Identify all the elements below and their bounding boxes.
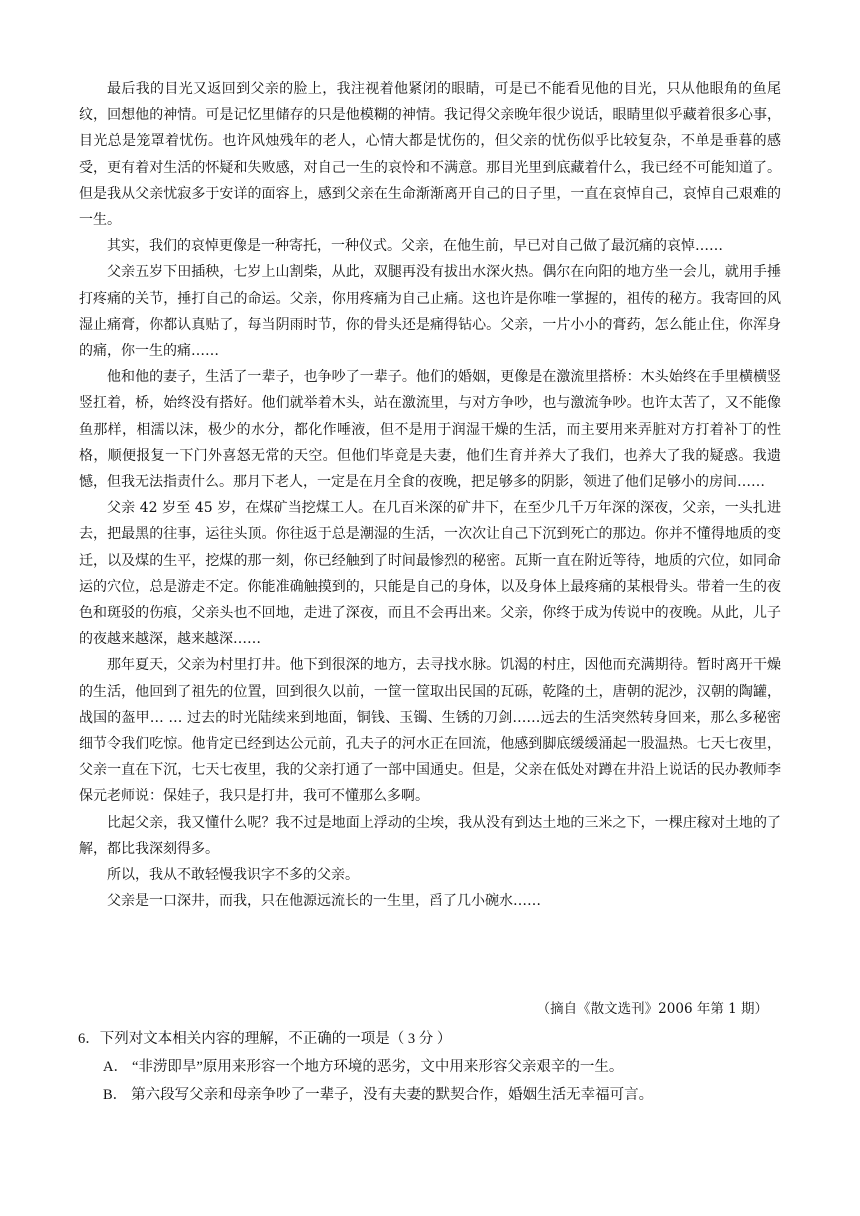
option-label: B． xyxy=(103,1087,128,1103)
essay-paragraph: 所以，我从不敢轻慢我识字不多的父亲。 xyxy=(107,867,359,884)
essay-paragraph: 他和他的妻子，生活了一辈子，也争吵了一辈子。他们的婚姻，更像是在激流里搭桥：木头始终在手里横横竖竖扛着，桥，始终没有搭好。他们就举着木头，站在激流里，与对方争吵，也与激流争吵。也许太苦了，又不能像鱼那样，相濡以沫，极少的水分，都化作唾液，但不是用于润湿干燥的生活，而主要用来弄脏对方打着补丁的性格，顺便报复一下门外喜怒无常的天空。但他们毕竟是夫妻，他们生育并养大了我们，也养大了我的疑惑。我遗憾，但我无法指责什么。那月下老人，一定是在月全食的夜晚，把足够多的阴影，领进了他们足够小的房间…… xyxy=(79,369,781,491)
question-block xyxy=(78,1025,780,1109)
option-label: A． xyxy=(103,1059,128,1075)
option-text: “非涝即旱”原用来形容一个地方环境的恶劣，文中用来形容父亲艰辛的一生。 xyxy=(131,1059,624,1075)
essay-body xyxy=(79,76,781,915)
question-option-a xyxy=(78,1053,780,1081)
question-stem: 6．下列对文本相关内容的理解，不正确的一项是（ 3 分 ） xyxy=(78,1031,452,1047)
essay-paragraph: 父亲是一口深井，而我，只在他源远流长的一生里，舀了几小碗水…… xyxy=(107,893,541,910)
essay-paragraph: 其实，我们的哀悼更像是一种寄托，一种仪式。父亲，在他生前，早已对自己做了最沉痛的哀悼…… xyxy=(107,238,723,255)
question-option-b xyxy=(78,1081,780,1109)
source-citation: （摘自《散文选刊》2006 年第 1 期） xyxy=(536,1001,768,1017)
essay-paragraph: 父亲五岁下田插秧，七岁上山割柴，从此，双腿再没有拔出水深火热。偶尔在向阳的地方坐一会儿，就用手捶打疼痛的关节，捶打自己的命运。父亲，你用疼痛为自己止痛。这也许是你唯一掌握的，祖传的秘方。我寄回的风湿止痛膏，你都认真贴了，每当阴雨时节，你的骨头还是痛得钻心。父亲，一片小小的膏药，怎么能止住，你浑身的痛，你一生的痛…… xyxy=(79,264,781,360)
essay-paragraph: 父亲 42 岁至 45 岁，在煤矿当挖煤工人。在几百米深的矿井下，在至少几千万年深的深夜，父亲，一头扎进去，把最黑的往事，运往头顶。你往返于总是潮湿的生活，一次次让自己下沉到死亡的那边。你并不懂得地质的变迁，以及煤的生平，挖煤的那一刻，你已经触到了时间最惨烈的秘密。瓦斯一直在附近等待，地质的穴位，如同命运的穴位，总是游走不定。你能准确触摸到的，只能是自己的身体，以及身体上最疼痛的某根骨头。带着一生的夜色和斑驳的伤痕，父亲头也不回地，走进了深夜，而且不会再出来。父亲，你终于成为传说中的夜晚。从此，儿子的夜越来越深，越来越深…… xyxy=(79,500,781,648)
essay-paragraph: 那年夏天，父亲为村里打井。他下到很深的地方，去寻找水脉。饥渴的村庄，因他而充满期待。暂时离开干燥的生活，他回到了祖先的位置，回到很久以前，一筐一筐取出民国的瓦砾，乾隆的土，唐朝的泥沙，汉朝的陶罐，战国的盔甲… … 过去的时光陆续来到地面，铜钱、玉镯、生锈的刀剑……远去的生活突然转身回来，那么多秘密细节令我们吃惊。他肯定已经到达公元前，孔夫子的河水正在回流，他感到脚底缓缓涌起一股温热。七天七夜里，父亲一直在下沉，七天七夜里，我的父亲打通了一部中国通史。但是，父亲在低处对蹲在井沿上说话的民办教师李保元老师说：保娃子，我只是打井，我可不懂那么多啊。 xyxy=(79,657,781,805)
option-text: 第六段写父亲和母亲争吵了一辈子，没有夫妻的默契合作，婚姻生活无幸福可言。 xyxy=(131,1087,654,1103)
essay-paragraph: 最后我的目光又返回到父亲的脸上，我注视着他紧闭的眼睛，可是已不能看见他的目光，只从他眼角的鱼尾纹，回想他的神情。可是记忆里储存的只是他模糊的神情。我记得父亲晚年很少说话，眼睛里似乎藏着很多心事，目光总是笼罩着忧伤。也许风烛残年的老人，心情大都是忧伤的，但父亲的忧伤似乎比较复杂，不单是垂暮的感受，更有着对生活的怀疑和失败感，对自己一生的哀怜和不满意。那目光里到底藏着什么，我已经不可能知道了。但是我从父亲忧寂多于安详的面容上，感到父亲在生命渐渐离开自己的日子里，一直在哀悼自己，哀悼自己艰难的一生。 xyxy=(79,81,781,229)
essay-paragraph: 比起父亲，我又懂什么呢？我不过是地面上浮动的尘埃，我从没有到达土地的三米之下，一棵庄稼对土地的了解，都比我深刻得多。 xyxy=(79,814,781,857)
